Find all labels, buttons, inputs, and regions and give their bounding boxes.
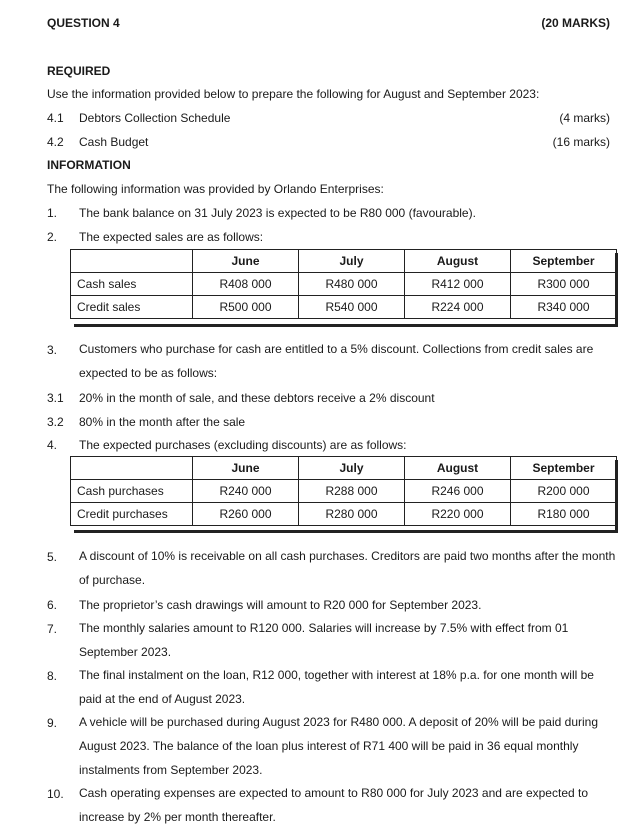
table-cell: R408 000 — [193, 273, 299, 296]
point-number: 8. — [47, 669, 58, 683]
table-row-label: Credit sales — [71, 296, 193, 319]
point-number: 3.2 — [47, 415, 64, 429]
table-row-label: Cash purchases — [71, 480, 193, 503]
table-row — [71, 273, 617, 296]
point-number: 3.1 — [47, 391, 64, 405]
table-cell: R280 000 — [299, 503, 405, 526]
table-header-cell: July — [299, 250, 405, 273]
point-text: The bank balance on 31 July 2023 is expected to be R80 000 (favourable). — [79, 206, 476, 220]
table-cell: R340 000 — [511, 296, 617, 319]
required-heading: REQUIRED — [47, 64, 111, 78]
table-header-cell — [71, 250, 193, 273]
table-header-row — [71, 250, 617, 273]
required-item-label: Debtors Collection Schedule — [79, 111, 231, 125]
point-number: 2. — [47, 230, 58, 244]
table-header-cell: September — [511, 250, 617, 273]
table-header-cell: August — [405, 457, 511, 480]
required-item-number: 4.2 — [47, 135, 64, 149]
point-text: 20% in the month of sale, and these debtors receive a 2% discount — [79, 391, 435, 405]
table-cell: R412 000 — [405, 273, 511, 296]
purchases-table — [70, 456, 617, 526]
required-item-marks: (4 marks) — [559, 111, 610, 125]
point-text: 80% in the month after the sale — [79, 415, 246, 429]
point-number: 1. — [47, 206, 58, 220]
table-row — [71, 480, 617, 503]
table-shadow — [74, 530, 618, 533]
table-row-label: Cash sales — [71, 273, 193, 296]
table-header-cell: September — [511, 457, 617, 480]
point-number: 10. — [47, 787, 64, 801]
table-cell: R288 000 — [299, 480, 405, 503]
table-row — [71, 503, 617, 526]
table-row-label: Credit purchases — [71, 503, 193, 526]
point-text: The expected sales are as follows: — [79, 230, 264, 244]
table-header-row — [71, 457, 617, 480]
information-intro: The following information was provided by Orlando Enterprises: — [47, 182, 384, 196]
point-text: The final instalment on the loan, R12 000, together with interest at 18% p.a. for one month will be paid at the end of August 2023. — [79, 668, 594, 706]
table-cell: R260 000 — [193, 503, 299, 526]
total-marks: (20 MARKS) — [541, 16, 610, 30]
table-cell: R540 000 — [299, 296, 405, 319]
table-header-cell: August — [405, 250, 511, 273]
table-header-cell: June — [193, 457, 299, 480]
table-cell: R220 000 — [405, 503, 511, 526]
table-cell: R224 000 — [405, 296, 511, 319]
question-title: QUESTION 4 — [47, 16, 120, 30]
point-text: The proprietor’s cash drawings will amount to R20 000 for September 2023. — [79, 598, 482, 612]
point-number: 9. — [47, 716, 58, 730]
point-number: 6. — [47, 598, 58, 612]
table-cell: R240 000 — [193, 480, 299, 503]
point-text: Cash operating expenses are expected to amount to R80 000 for July 2023 and are expected to increase by 2% per month thereafter. — [79, 786, 589, 824]
table-cell: R480 000 — [299, 273, 405, 296]
point-number: 3. — [47, 343, 58, 357]
point-text: The expected purchases (excluding discounts) are as follows: — [79, 438, 407, 452]
information-heading: INFORMATION — [47, 158, 131, 172]
table-row — [71, 296, 617, 319]
point-number: 5. — [47, 550, 58, 564]
sales-table — [70, 249, 617, 319]
required-item-marks: (16 marks) — [552, 135, 610, 149]
required-item-number: 4.1 — [47, 111, 64, 125]
point-text: Customers who purchase for cash are entitled to a 5% discount. Collections from credit sales are expected to be as follows: — [79, 342, 594, 380]
table-cell: R246 000 — [405, 480, 511, 503]
point-text: A vehicle will be purchased during August 2023 for R480 000. A deposit of 20% will be paid during August 2023. The balance of the loan plus interest of R71 400 will be paid in 36 equal monthly instalments from September 2023. — [79, 715, 599, 777]
point-text: A discount of 10% is receivable on all cash purchases. Creditors are paid two months after the month of purchase. — [79, 549, 616, 587]
point-text: The monthly salaries amount to R120 000. Salaries will increase by 7.5% with effect from 01 September 2023. — [79, 621, 569, 659]
table-cell: R200 000 — [511, 480, 617, 503]
point-number: 7. — [47, 622, 58, 636]
table-cell: R180 000 — [511, 503, 617, 526]
table-cell: R300 000 — [511, 273, 617, 296]
table-header-cell: July — [299, 457, 405, 480]
required-item-label: Cash Budget — [79, 135, 149, 149]
table-shadow — [74, 324, 618, 327]
table-header-cell — [71, 457, 193, 480]
point-number: 4. — [47, 438, 58, 452]
table-cell: R500 000 — [193, 296, 299, 319]
required-intro: Use the information provided below to prepare the following for August and September 2023: — [47, 87, 540, 101]
table-header-cell: June — [193, 250, 299, 273]
